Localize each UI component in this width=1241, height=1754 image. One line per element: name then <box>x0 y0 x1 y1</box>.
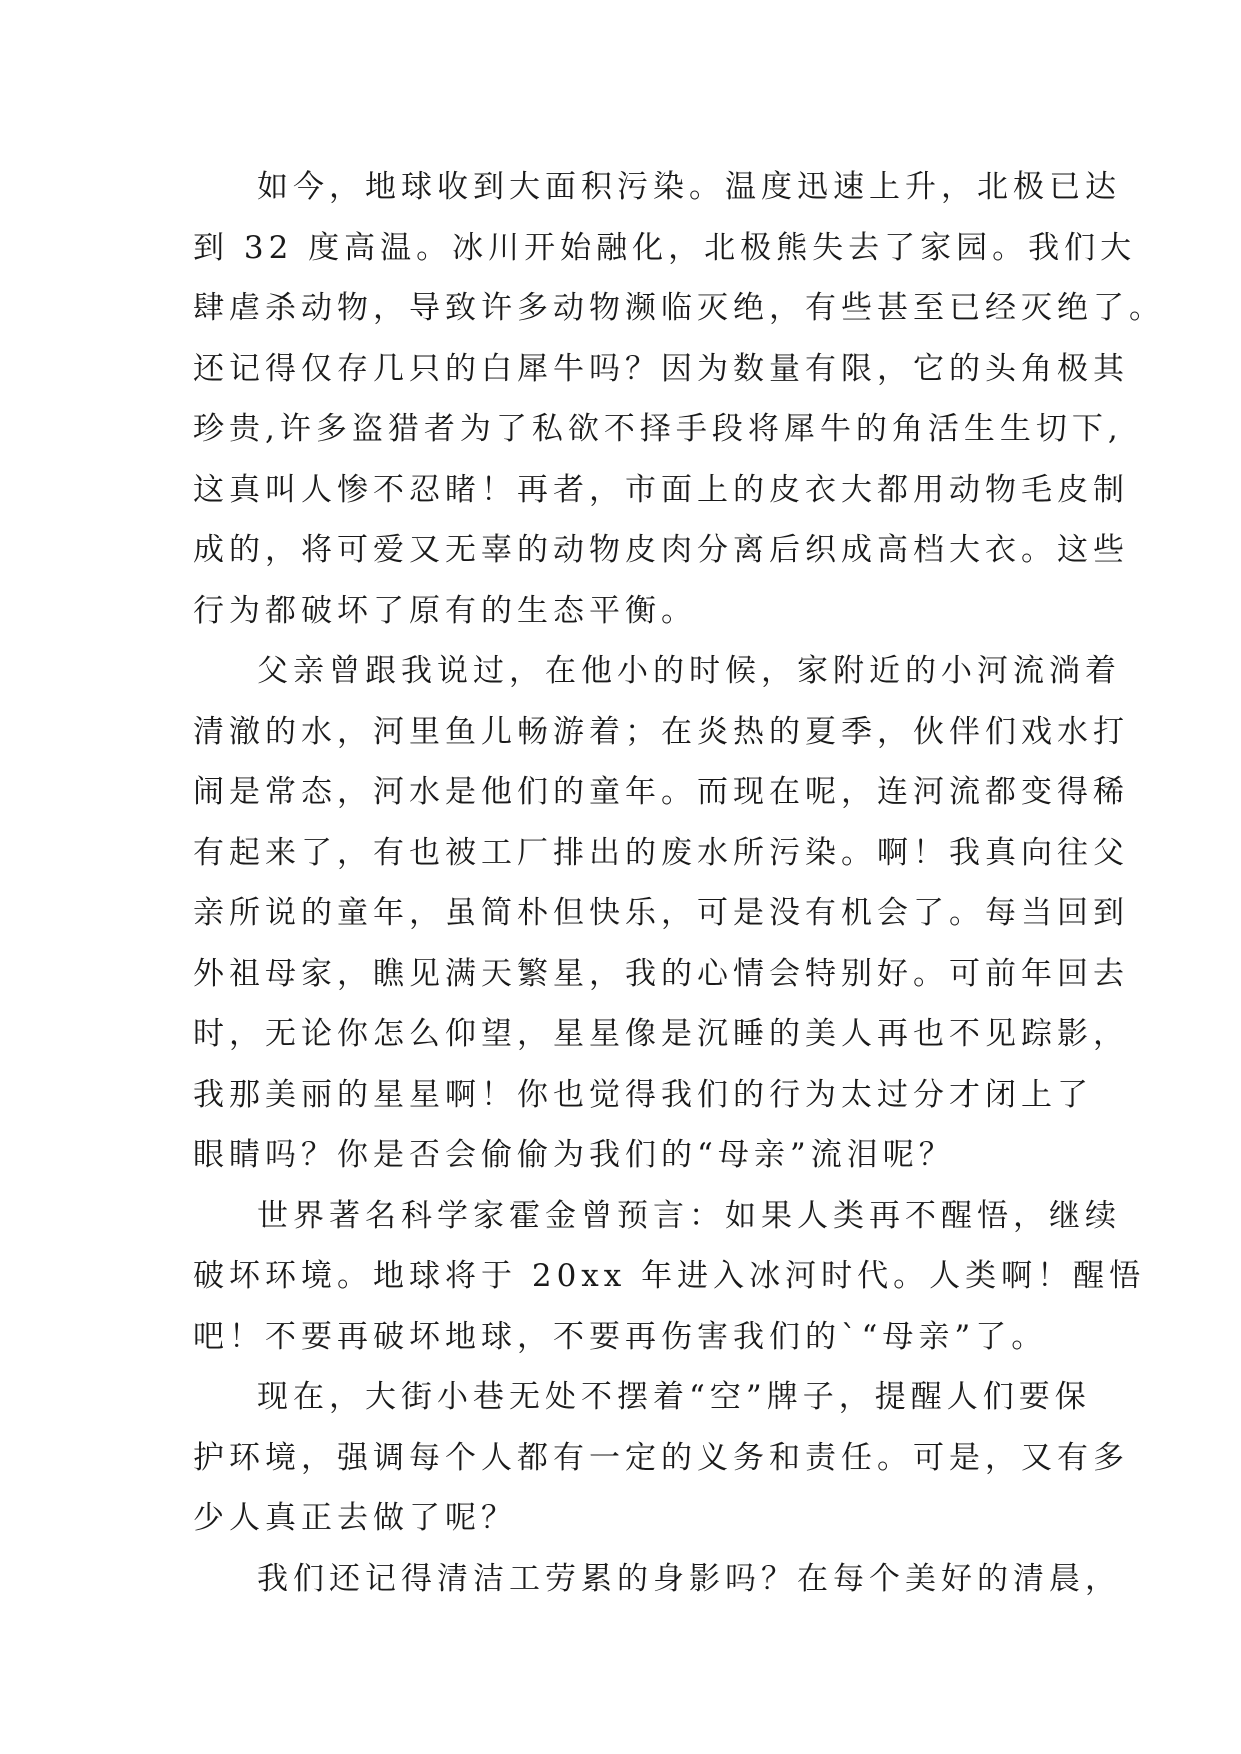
text-line: 成的，将可爱又无辜的动物皮肉分离后织成高档大衣。这些 <box>193 532 1129 568</box>
text-line: 行为都破坏了原有的生态平衡。 <box>193 592 697 629</box>
text-line: 亲所说的童年，虽简朴但快乐，可是没有机会了。每当回到 <box>193 895 1129 931</box>
text-line: 吧！不要再破坏地球，不要再伤害我们的`“母亲”了。 <box>193 1318 1048 1355</box>
text-line: 闹是常态，河水是他们的童年。而现在呢，连河流都变得稀 <box>193 774 1129 810</box>
text-line: 护环境，强调每个人都有一定的义务和责任。可是，又有多 <box>193 1439 1129 1476</box>
text-line: 现在，大街小巷无处不摆着“空”牌子，提醒人们要保 <box>257 1379 1091 1415</box>
text-line: 这真叫人惨不忍睹！再者，市面上的皮衣大都用动物毛皮制 <box>193 471 1129 508</box>
text-line: 如今，地球收到大面积污染。温度迅速上升，北极已达 <box>257 169 1121 205</box>
text-line: 我那美丽的星星啊！你也觉得我们的行为太过分才闭上了 <box>193 1076 1093 1113</box>
text-line: 肆虐杀动物，导致许多动物濒临灭绝，有些甚至已经灭绝了。 <box>193 290 1165 326</box>
text-line: 有起来了，有也被工厂排出的废水所污染。啊！我真向往父 <box>193 834 1129 871</box>
text-line: 时，无论你怎么仰望，星星像是沉睡的美人再也不见踪影， <box>193 1016 1129 1052</box>
text-line: 父亲曾跟我说过，在他小的时候，家附近的小河流淌着 <box>257 653 1121 689</box>
text-line: 破坏环境。地球将于 20xx 年进入冰河时代。人类啊！醒悟 <box>193 1258 1146 1294</box>
text-line: 我们还记得清洁工劳累的身影吗？在每个美好的清晨， <box>257 1560 1121 1597</box>
text-line: 外祖母家，瞧见满天繁星，我的心情会特别好。可前年回去 <box>193 955 1129 992</box>
text-line: 还记得仅存几只的白犀牛吗？因为数量有限，它的头角极其 <box>193 350 1129 387</box>
text-line: 清澈的水，河里鱼儿畅游着；在炎热的夏季，伙伴们戏水打 <box>193 713 1129 750</box>
text-line: 少人真正去做了呢？ <box>193 1500 517 1536</box>
document-body <box>193 157 1165 1609</box>
text-line: 到 32 度高温。冰川开始融化，北极熊失去了家园。我们大 <box>193 229 1137 266</box>
text-line: 眼睛吗？你是否会偷偷为我们的“母亲”流泪呢？ <box>193 1137 955 1173</box>
text-line: 世界著名科学家霍金曾预言：如果人类再不醒悟，继续 <box>257 1197 1121 1234</box>
text-line: 珍贵,许多盗猎者为了私欲不择手段将犀牛的角活生生切下, <box>193 411 1123 447</box>
